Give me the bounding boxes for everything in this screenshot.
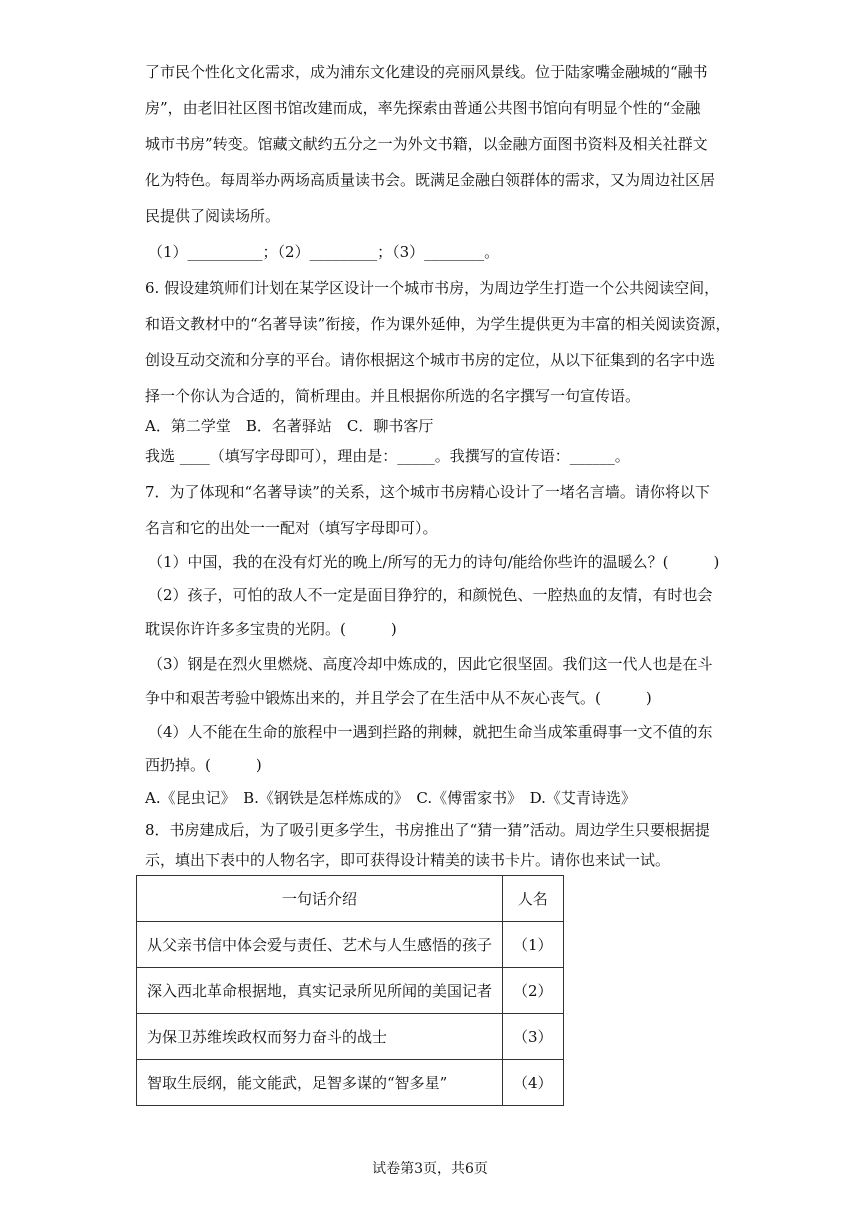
q7-quote: 西扔掉。( ) bbox=[145, 756, 262, 774]
table-cell-intro: 为保卫苏维埃政权而努力奋斗的战士 bbox=[137, 1014, 503, 1060]
passage-line: 了市民个性化文化需求，成为浦东文化建设的亮丽风景线。位于陆家嘴金融城的“融书 bbox=[145, 63, 708, 81]
q6-options: A．第二学堂 B．名著驿站 C．聊书客厅 bbox=[145, 417, 434, 435]
table-header-row bbox=[137, 876, 564, 922]
table-cell-intro: 智取生辰纲，能文能武，足智多谋的“智多星” bbox=[137, 1060, 503, 1106]
q6-line: 6. 假设建筑师们计划在某学区设计一个城市书房，为周边学生打造一个公共阅读空间， bbox=[145, 279, 720, 297]
q7-line: 名言和它的出处一一配对（填写字母即可）。 bbox=[145, 519, 438, 537]
q7-quote: 争中和艰苦考验中锻炼出来的，并且学会了在生活中从不灰心丧气。( ) bbox=[145, 689, 652, 707]
page-footer: 试卷第3页，共6页 bbox=[372, 1161, 488, 1177]
q7-quote: 耽误你许许多多宝贵的光阴。( ) bbox=[145, 620, 397, 638]
q7-quote: （1）中国，我的在没有灯光的晚上/所写的无力的诗句/能给你些许的温暖么？( ) bbox=[148, 553, 720, 571]
table-row bbox=[137, 922, 564, 968]
table-row bbox=[137, 968, 564, 1014]
table-header-name: 人名 bbox=[503, 876, 564, 922]
passage-line: 城市书房”转变。馆藏文献约五分之一为外文书籍，以金融方面图书资料及相关社群文 bbox=[145, 135, 708, 153]
table-cell-intro: 深入西北革命根据地，真实记录所见所闻的美国记者 bbox=[137, 968, 503, 1014]
table-cell-name: （3） bbox=[503, 1014, 564, 1060]
passage-line: 民提供了阅读场所。 bbox=[145, 207, 281, 225]
q7-quote: （4）人不能在生命的旅程中一遇到拦路的荆棘，就把生命当成笨重碍事一文不值的东 bbox=[148, 723, 713, 741]
q8-line: 示，填出下表中的人物名字，即可获得设计精美的读书卡片。请你也来试一试。 bbox=[145, 851, 671, 869]
table-cell-name: （1） bbox=[503, 922, 564, 968]
q6-answer-line: 我选 ____（填写字母即可），理由是：_____。我撰写的宣传语：______。 bbox=[145, 447, 630, 465]
table-cell-name: （2） bbox=[503, 968, 564, 1014]
table-cell-intro: 从父亲书信中体会爱与责任、艺术与人生感悟的孩子 bbox=[137, 922, 503, 968]
character-table bbox=[136, 875, 564, 1106]
passage-answer-line: （1）__________；（2）_________；（3）________。 bbox=[148, 243, 500, 261]
passage-line: 房”，由老旧社区图书馆改建而成，率先探索由普通公共图书馆向有明显个性的“金融 bbox=[145, 99, 701, 117]
q8-line: 8．书房建成后，为了吸引更多学生，书房推出了“猜一猜”活动。周边学生只要根据提 bbox=[145, 821, 710, 839]
q7-line: 7．为了体现和“名著导读”的关系，这个城市书房精心设计了一堵名言墙。请你将以下 bbox=[145, 483, 710, 501]
q6-line: 和语文教材中的“名著导读”衔接，作为课外延伸，为学生提供更为丰富的相关阅读资源， bbox=[145, 315, 731, 333]
passage-line: 化为特色。每周举办两场高质量读书会。既满足金融白领群体的需求，又为周边社区居 bbox=[145, 171, 716, 189]
q7-options: A.《昆虫记》 B.《钢铁是怎样炼成的》 C.《傅雷家书》 D.《艾青诗选》 bbox=[145, 789, 636, 807]
table-header-intro: 一句话介绍 bbox=[137, 876, 503, 922]
table-row bbox=[137, 1014, 564, 1060]
q7-quote: （3）钢是在烈火里燃烧、高度冷却中炼成的，因此它很坚固。我们这一代人也是在斗 bbox=[148, 655, 713, 673]
table-row bbox=[137, 1060, 564, 1106]
q6-line: 创设互动交流和分享的平台。请你根据这个城市书房的定位，从以下征集到的名字中选 bbox=[145, 351, 716, 369]
table-cell-name: （4） bbox=[503, 1060, 564, 1106]
q6-line: 择一个你认为合适的，简析理由。并且根据你所选的名字撰写一句宣传语。 bbox=[145, 387, 641, 405]
q7-quote: （2）孩子，可怕的敌人不一定是面目狰狞的，和颜悦色、一腔热血的友情，有时也会 bbox=[148, 586, 713, 604]
